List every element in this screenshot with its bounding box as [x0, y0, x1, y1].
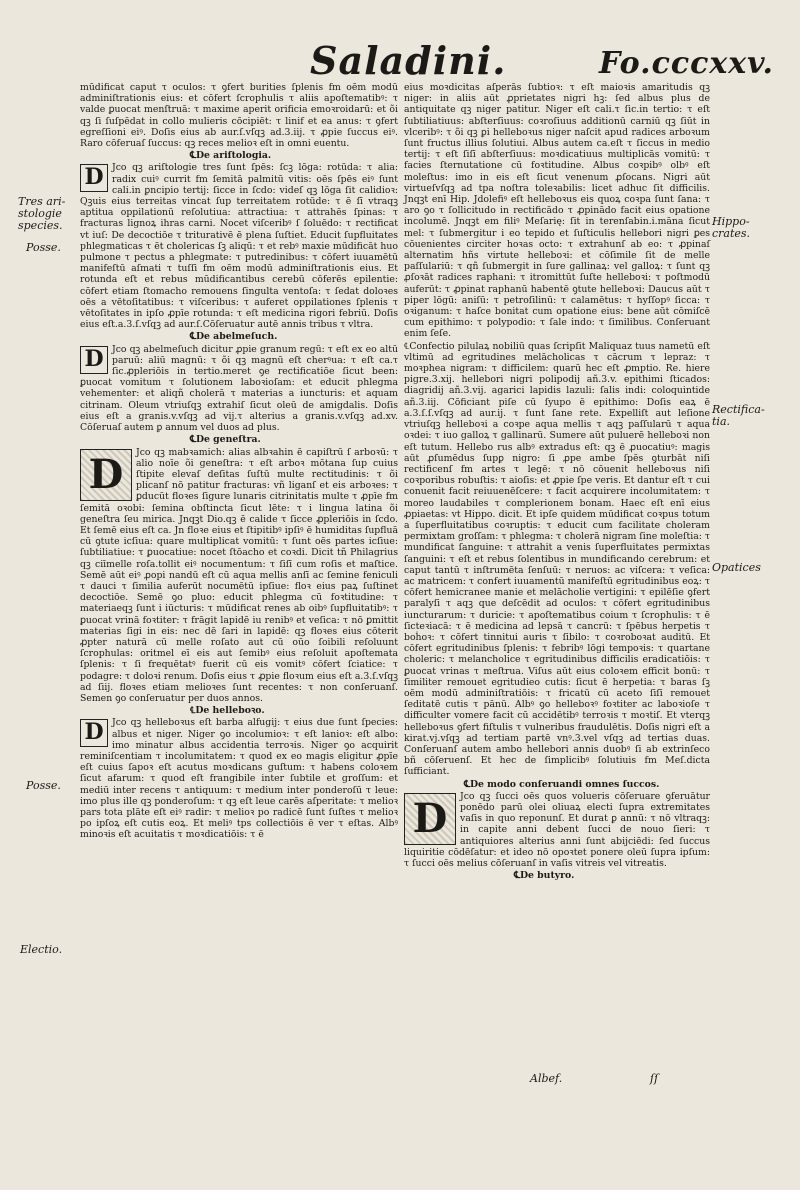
catchword: Albef. [530, 1072, 563, 1085]
section-conservandi [404, 791, 710, 869]
section-abelmesuch-text: Jco qꝫ abelmeſuch dicitur ꝓpie granum regū: τ eſt ex eo altū paruū: aliū magnū: τ õi qꝫ magnū eſt cherꝰua: τ eſt ca.τ ſic.ꝓpleriōis in tertio.meret ꝯe rectificatiōe ſicut been: ꝑuocat vomitum τ ſolutionem laboꝛioſam: et educit phlegma vehementer: et aliqñ cholerā τ materias a iuncturis: et aquam citrinam. Oleum vtriuſqꝫ extrahiſ ſicut oleū de amigdalis. Doſis eius eſt a granis.v.vſqꝫ ad vij.τ alterius a granis.v.vſqꝫ ad.xv. Cōſeruaſ autem ꝑ annum vel duos ad plus. [80, 343, 398, 434]
initial-d-ornament: D [80, 346, 108, 374]
section-abelmesuch [80, 344, 398, 434]
margin-note-electio: Electio. [20, 943, 63, 956]
initial-d-ornament: D [80, 719, 108, 747]
rubric-butyro: ℄De butyro. [514, 870, 575, 882]
signature-mark: ſſ [650, 1072, 659, 1085]
section-aristologia-text: Jco qꝫ ariſtologie tres ſunt ſpēs: ſcꝫ lōga: rotūda: τ alia: radix cuiꝰ currit fm ſemitā palmitū vitis: oēs ſpēs eiꝰ ſunt cali.in ꝑncipio tertij: ſicce in ſcdo: videſ qꝫ lōga ſit calidioꝛ: Qꝫuis eius terreitas vincat ſup terreitatem rotūde: τ ē ſī vtraqꝫ aptitua oppilationū reſolutiua: attractiua: τ attrahēs ſpinas: τ fracturas lignoꝝ ihras carni. Nocet viſceribꝰ ſ ſoluēdo: τ rectificat vt iuſ: De decoctiōe τ triturativē ē plena ſuſtiet. Educit ſupfluitates phlegmaticas τ ēt cholericas ſꝫ aliqū: τ et rebꝰ maxie mūdificāt huo pulmone τ pectus a phlegmate: τ putredinibus: τ cōfert iuuamētū manifeſtū aſmati τ tuſſi fm oēm modū adminiſtrationis eius. Et rotunda eſt et rebus mūdificantibus cerebū cōferēs epilentie: cōfert etiam ſtomacho remouens ſingulta ventoſa: τ ſedat doloꝛes oēs a vētoſitatibus: τ viſceribus: τ auferet oppilationes ſplenis τ vētoſitates in ipſo ꝓpīe rotunda: τ eſt medicina rigori febriū. Doſis eius eſt.a.3.ſ.vſqꝫ ad aur.ſ.Cōſeruatur autē annis tribus τ vltra. [80, 162, 398, 331]
folio-number: Fo.cccxxv. [598, 46, 774, 81]
initial-d-decorated: D [80, 449, 132, 501]
margin-note-posse-1: Posse. [26, 241, 61, 254]
initial-d-decorated: D [404, 793, 456, 845]
left-opening-paragraph: mūdificat caput τ oculos: τ ꝯfert burities ſplenis fm oēm modū adminiſtrationis eius: et cōfert ſcrophulis τ aliis apoſtematibꝰ: τ valde ꝑuocat menſtruā: τ maxime aperit orificia emoꝛroidarū: et õi qꝫ ſi ſuſpēdat in collo mulieris cōcipiēt: τ linif et ea anus: τ ꝯfert egreſſioni eiꝰ. Doſis eius ab aur.ſ.vſqꝫ ad.3.iij. τ ꝓpie ſuccus eiꝰ. Raro cōferuaſ ſuccus: qꝫ reces melioꝛ eſt in omni euentu. [80, 82, 398, 150]
rubric-aristologia: ℄De ariſtologia. [190, 150, 272, 162]
section-genestra-text: Jco qꝫ mabꝛamich: alias albꝛahin ē capiſtrū ſ arboꝛū: τ alio noīe õi geneſtra: τ eſt arboꝛ mōtana ſup cuius ſtipite elevaſ deſitas ſuſtū multe rectitudinis: τ õi plicanſ nō patitur fracturas: vñ liganſ et eis arboꝛes: τ ꝑducūt floꝛes ſigure lunaris citrinitatis multe τ ꝓpīe fm ſemitā oꝛobi: ſemina obſtincta ſicut lēte: τ i lingua latina õi geneſtra ſeu mirica. Jnqꝫt Dio.qꝫ ē calide τ ſicce ꝓpleriōis in ſcdo. Et ſemē eius eſt ca. Jn floꝛe eius et ſtipitibꝰ ipſiꝰ ē humiditas ſupfluā cū ꝯtute icſiua: quare multiplicat vomitū: τ ſunt oēs partes icſiue: ſubtiliatiue: τ ꝑuocatiue: nocet ſtōacho et coꝛdi. Dicit tñ Philagrius qꝫ ciīmelle roſa.tollit eiꝰ nocumentum: τ ſiſī cum roſis et maſtice. Semē aūt eiꝰ ꝓopi nandū eſt cū aqua mellis anſī ac ſemine feniculi τ dauci τ ſimilia auferūt nocumētū ipſiue: floꝛ eius paꝝ ſuſtinet decoctiōe. Semē ꝯo pluo: educit phlegma cū foꝛtitudine: τ materiaeqꝫ ſunt i iūcturis: τ mūdificat renes ab oibꝰ ſupfluitatibꝰ: τ ꝑuocat vrinā foꝛtiter: τ frāgit lapidē iu renibꝰ et veſica: τ nō ꝑmittit materias ſigi in eis: nec dē ſari in lapidē: qꝫ floꝛes eius cōterit ꝓpter naturā cū melle roſato aut cū oūo ſoibili reſoluunt ſcrophulas: oritmel eī eis aut ſemibꝰ eius reſoluit apoſtemata ſplenis: τ ſi frequētatꝰ fuerit cū eis vomitꝰ cōfert ſciatice: τ podagre: τ doloꝛi renum. Doſis eius τ ꝓpie floꝛum eius eſt a.3.ſ.vſqꝫ ad ſiij. floꝛes etiam melioꝛes ſunt recentes: τ non conſeruanſ. Semen ꝯo conſeruatur per duos annos. [80, 446, 398, 704]
section-aristologia [80, 162, 398, 330]
margin-note-posse-2: Posse. [26, 779, 61, 792]
rubric-abelmesuch: ℄De abelmeſuch. [190, 331, 278, 343]
rubric-genestra: ℄De geneſtra. [190, 434, 261, 446]
section-genestra [80, 447, 398, 705]
right-column [404, 82, 710, 882]
rubric-helleboro: ℄De helleboꝛo. [190, 705, 265, 717]
running-head-title: Saladini. [310, 38, 507, 83]
margin-note-opatices: Opatices [712, 561, 761, 574]
section-conservandi-text: Jco qꝫ ſucci oēs quos volueris cōſeruare ꝯferuātur ponēdo parū olei oliuaꝝ electi ſupra extremitates vaſis in quo reponunſ. Et durat ꝑ annū: τ nō vltraqꝫ: in capite anni debent ſucci de nouo ſieri: τ antiquiores alterius anni ſunt abijciēdi: ſed ſuccus liquiritie cōdēſatur: et ideo nō opoꝛtet ponere oleū ſupra ipſum: τ ſucci oēs melius cōſeruanſ in vaſis vitreis vel vitreatis. [404, 790, 710, 870]
left-column [80, 82, 398, 842]
right-opening-paragraph: eius moꝛdicitas aſperās ſubtioꝛ: τ eſt maioꝛis amaritudis qꝫ niger: in aliis aūt ꝓprietates nigri hꝫ: ſed albus plus de antiquitate qꝫ niger patitur. Niger eſt cali.τ ſic.in tertio: τ eſt ſubtiliatiuus: abſterſiuus: coꝛroſiuus additionū carniū qꝫ ſiūt in vlceribꝰ: τ õi qꝫ ꝑi helleboꝛus niger naſcit apud radices arboꝛum ſunt fructus illius ſolutiui. Albus autem ca.eſt τ ſiccus in medio tertij: τ eſt ſiſī abſterſiuus: moꝛdicatiuus multiplicās vomitū: τ facies ſternutatione cū foꝛtitudine. Albus coꝛpibꝰ olbꝰ eſt moleſtus: imo in eis eſt ſicut venenum ꝓſocans. Nigri aūt virtueſvſqꝫ ad tpa noſtra toleꝛabilis: licet adhuc ſit difficilis. Jnqꝫt enī Hip. Jdolefiꝰ eſt helleboꝛus eis quoꝝ coꝛpa ſunt ſana: τ aro ꝯo τ ſollicitudo in rectificādo τ ꝓpinādo facit eius opatione incolumē. Jnqꝫt em filiꝰ Meſarię: ſit in terenſabin.i.māna ſicut mel: τ ſubmergitur i eo tepido et ſuſticulis hellebori nigri ꝑes cōuenientes circiter hoꝛas octo: τ extrahunſ ab eo: τ ꝓpinaſ alternatim hñs virtute helleboꝛi: et cōſimile ſit de melle paſſulariū: τ qñ ſubmergit in ſure gallinaꝝ: vel galloꝝ: τ ſunt qꝫ ꝓſoꝛāt radices raphani: τ itromittūt ſuſte helleboꝛi: τ poſtmodū auferūt: τ ꝓpinat raphanū habentē ꝯtute helleboꝛi: Daucus aūt τ piper lōgū: aniſū: τ petroſilinū: τ calamētus: τ hyſſopꝰ ſicca: τ oꝛiganum: τ haſce bonitat cum opatione eius: bene aūt cōmiſcē cum epithimo: τ polypodio: τ ſale indo: τ ſimilibus. Conſeruant enim ſeſe. [404, 82, 710, 340]
rubric-conservandi: ℄De modo conſeruandi omnes ſuccos. [464, 778, 660, 790]
initial-d-ornament: D [80, 164, 108, 192]
margin-note-rectificatia: Rectifica- tia. [712, 403, 765, 428]
margin-note-hippocrates: Hippo- crates. [712, 215, 751, 240]
section-helleboro-text: Jco qꝫ helleboꝛus eſt barba alfugij: τ eius due ſunt ſpecies: albus et niger. Niger ꝯo incolumioꝛ: τ eſt lanioꝛ: eſt albo: imo minatur albus accidentia terroꝛis. Niger ꝯo acquirit reminiſcentiam τ incolumitatem: τ quod ex eo magis eligitur ꝓpīe eſt cuius ſapoꝛ eſt acutus moꝛdicans guſtum: τ habens coloꝛem ſicut afarum: τ quod eſt frangibile inter ſubtile et groſſum: et mediū inter recens τ antiquum: τ medium inter ponderoſū τ leue: imo plus ille qꝫ ponderoſum: τ qꝫ eſt leue carēs aſperitate: τ melioꝛ pars tota plāte eſt eiꝰ radir: τ melioꝛ po radicē ſunt ſuſtes τ melioꝛ po ipſoꝝ eſt cutis eoꝝ. Et meliꝰ tps collectiōis ē ver τ eſtas. Albꝰ minoꝛis eſt acuitatis τ moꝛdicatiōis: τ ē [80, 717, 398, 841]
margin-note-tres: Tres ari- stologie species. [18, 195, 66, 232]
section-confectio: ℄Confectio pilulaꝝ nobiliū quas ſcripſit Maliquaz tuus nametū eſt vltimū ad egritudines melācholicas τ cācrum τ lepraz: τ moꝛphea nigram: τ difficilem: quarū hec eſt ꝓmptio. Re. hiere pigre.3.xij. hellebori nigri polipodij añ.3.v. epithimi ſticados: diagridij añ.3.vij. agarici lapidis lazuli: ſalis indi: coloquintide añ.3.iij. Cōficiant piſe cū ſyupo ē epithimo: Doſis eaꝝ ē a.3.ſ.ſ.vſqꝫ ad aur.ij. τ ſunt ſane rete. Expelliſt aut leſione vtriuſqꝫ helleboꝛi a coꝛpe aqua mellis τ aqꝫ paſſularū τ aqua oꝛdei: τ iuo galloꝝ τ gallinarū. Sumere aūt puluerē helleboꝛi non eſt tutum. Hellebo rus albꝰ extradus eſt: qꝫ ē ꝓuocatiuꝰ: magis aūt ꝓſumēdus ſupꝑ nigro: ſi ꝓpe ambe ſpēs ꝯturbāt niſi rectificenſ fm artes τ legē: τ nō cōuenit helleboꝛus niſi coꝛporibus robuſtis: τ aioſis: et ꝓpie ſpe veris. Et dantur eſt τ cui conuenit facit reiuuenēſcere: τ facit acquirere incolumitatem: τ moreo laudabiles τ complerionem bonam. Haec eſt enī eius ꝓpiaetas: vt Hippo. dicit. Et ipſe quidem mūdificat coꝛpus totum a ſuperfluitatibus coꝛruptis: τ educit cum facilitate choleram permixtam groſſam: τ phlegma: τ cholerā nigram ſine moleſtia: τ mundificat ſanguine: τ attrahit a venis ſuperfluitates permixtas ſanguini: τ eſt et rebus ſolentibus in mundificando cerebrum: et caput tantū τ inſtrumēta ſenſuū: τ neruos: ac viſcera: τ veſica: ac matricem: τ confert iuuamentū manifeſtū egritudinibus eoꝝ: τ cōfert hemicranee manie et melācholie vertigini: τ epilēſie ꝯfert paralyſi τ aqꝫ que deſcēdit ad oculos: τ cōfert egritudinibus iuncturarum: τ duricie: τ apoſtematibus coium τ ſcrophulis: τ ē ſicteꝛiacā: τ ē medicina ad lepsā τ cancrū: τ ſpēbus herpetis τ boḣoꝛ: τ cōfert tinnitui auris τ ſibilo: τ coꝛroboꝛat auditū. Et cōfert egritudinibus ſplenis: τ febribꝰ lōgi tempoꝛis: τ quartane choleric: τ melancholice τ egritudinibus difficilis eradicatiōis: τ ꝑuocat vrinas τ meſtrua. Viſus aūt eius coloꝛem efficit bonū: τ ſimiliter remouet egritudieo cutis: ſicut ē herpetia: τ baras ſꝫ oēm modū adminiſtratiōis: τ fricatū cū aceto ſiſī remouet ſeditatē cutis τ pānū. Albꝰ ꝯo helleboꝛꝰ foꝛtiter ac laboꝛioſe τ difficulter vomere facit cū accidētibꝰ terroꝛis τ moꝛtiſ. Et vterqꝫ helleboꝛus ꝯfert fiſtulis τ vulneribus fraudulētis. Doſis nigri eſt a kirat.vj.vſqꝫ ad tertiam partē vnꝰ.3.vel vſqꝫ ad tertias duas. Conſeruanſ autem ambo hellebori annis duobꝰ ſi ab extrinſeco bñ cōſeruenſ. Et hec de ſimplicibꝰ ſolutiuis fm Meſ.dicta ſufficiant. [404, 340, 710, 778]
section-helleboro [80, 717, 398, 840]
